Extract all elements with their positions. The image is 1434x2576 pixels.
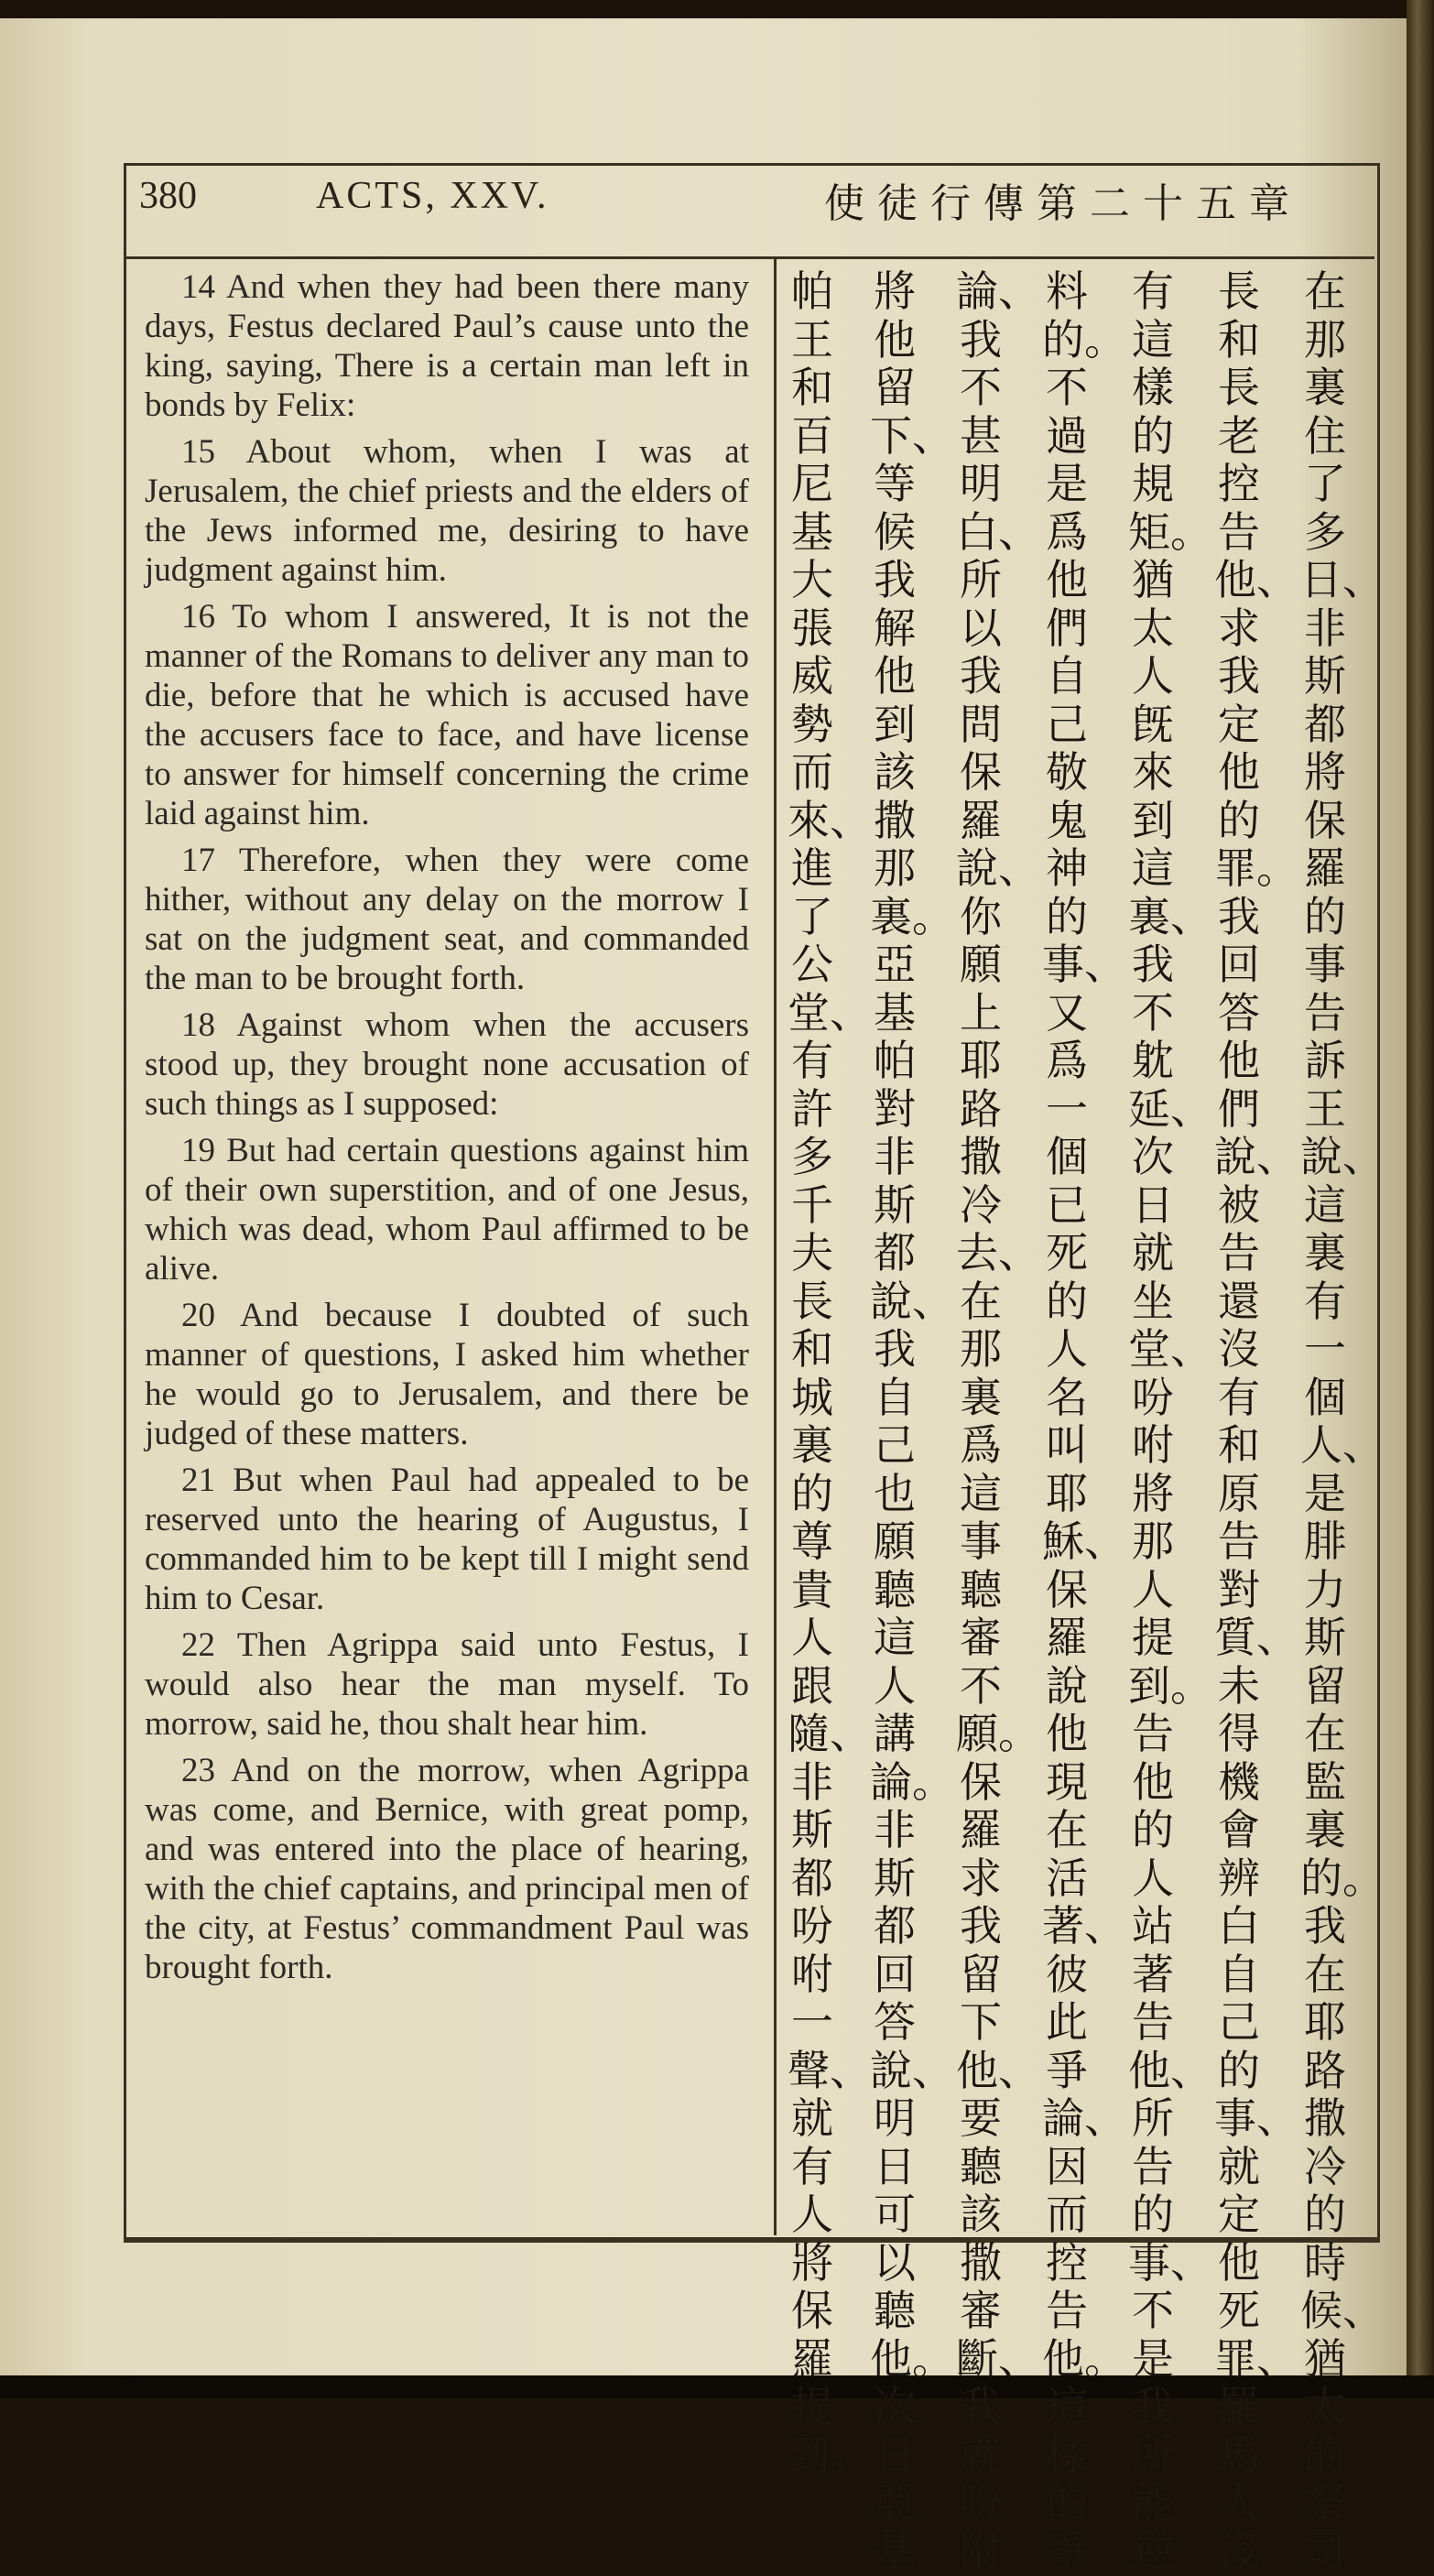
chinese-column-6: 將他留下、等候我解他到該撒那裏。亞基帕對非斯都說、我自己也願聽這人講論。非斯都回答說、明日可以聽他。次日亞基 (870, 266, 954, 2576)
chinese-column-3: 有這樣的規矩。猶太人旣來到這裏、我不躭延、次日就坐堂、吩咐將那人提到。告他的人站著告他、所告的事、不是我所能逆 (1128, 266, 1212, 2576)
verse-17: 17 Therefore, when they were come hither, without any delay on the morrow I sat on the judgment seat, and commanded the man to be brought forth. (145, 842, 749, 997)
verse-14: 14 And when they had been there many days, Festus declared Paul’s cause unto the king, saying, There is a certain man left in bonds by Felix: (145, 268, 749, 424)
column-divider (774, 257, 777, 2235)
verse-16: 16 To whom I answered, It is not the manner of the Romans to deliver any man to die, before that he which is accused have the accusers face to face, and have license to answer for himself concerning the crime laid against him. (145, 598, 749, 832)
verse-20: 20 And because I doubted of such manner of questions, I asked him whether he would go to Jerusalem, and there be judged of these matters. (145, 1297, 749, 1452)
verse-19: 19 But had certain questions against him of their own superstition, and of one Jesus, which was dead, whom Paul affirmed to be alive. (145, 1132, 749, 1288)
page-number: 380 (139, 175, 197, 217)
chinese-column-5: 論、我不甚明白、所以我問保羅說、你願上耶路撒冷去、在那裏爲這事聽審不願。保羅求我留下他、要聽該撒審斷、我就吩附 (956, 266, 1040, 2576)
english-column (145, 267, 749, 1994)
chinese-column-area (788, 266, 1385, 2576)
verse-15: 15 About whom, when I was at Jerusalem, the chief priests and the elders of the Jews informed me, desiring to have judgment against him. (145, 433, 749, 589)
book-spine (1407, 0, 1434, 2398)
running-head: ACTS, XXV. (316, 175, 549, 217)
verse-22: 22 Then Agrippa said unto Festus, I would also hear the man myself. To morrow, said he, thou shalt hear him. (145, 1626, 749, 1743)
verse-23: 23 And on the morrow, when Agrippa was come, and Bernice, with great pomp, and was entered into the place of hearing, with the chief captains, and principal men of the city, at Festus’ commandment Paul was brought forth. (145, 1752, 749, 1986)
chinese-column-4: 料的。不過是爲他們自己敬鬼神的事、又爲一個已死的人名叫耶穌、保羅說他現在活著、彼此爭論、因而控告他。這樣的爭 (1042, 266, 1126, 2576)
verse-18: 18 Against whom when the accusers stood up, they brought none accusation of such things as I supposed: (145, 1006, 749, 1123)
chinese-title: 使徒行傳第二十五章 (824, 180, 1302, 227)
chinese-column-2: 長和長老控告他、求我定他的罪。我回答他們說、被告還沒有和原告對質、未得機會辨白自己的事、就定他死罪、羅馬人沒 (1214, 266, 1298, 2576)
chinese-column-7: 帕王和百尼基大張威勢而來、進了公堂、有許多千夫長和城裏的尊貴人跟隨、非斯都吩咐一聲、就有人將保羅提到。 (788, 266, 872, 2480)
chinese-column-1: 在那裏住了多日、非斯都將保羅的事告訴王說、這裏有一個人、是腓力斯留在監裏的。我在耶路撒冷的時候、猶太的祭司 (1300, 266, 1385, 2576)
verse-21: 21 But when Paul had appealed to be reserved unto the hearing of Augustus, I commanded him to be kept till I might send him to Cesar. (145, 1462, 749, 1617)
